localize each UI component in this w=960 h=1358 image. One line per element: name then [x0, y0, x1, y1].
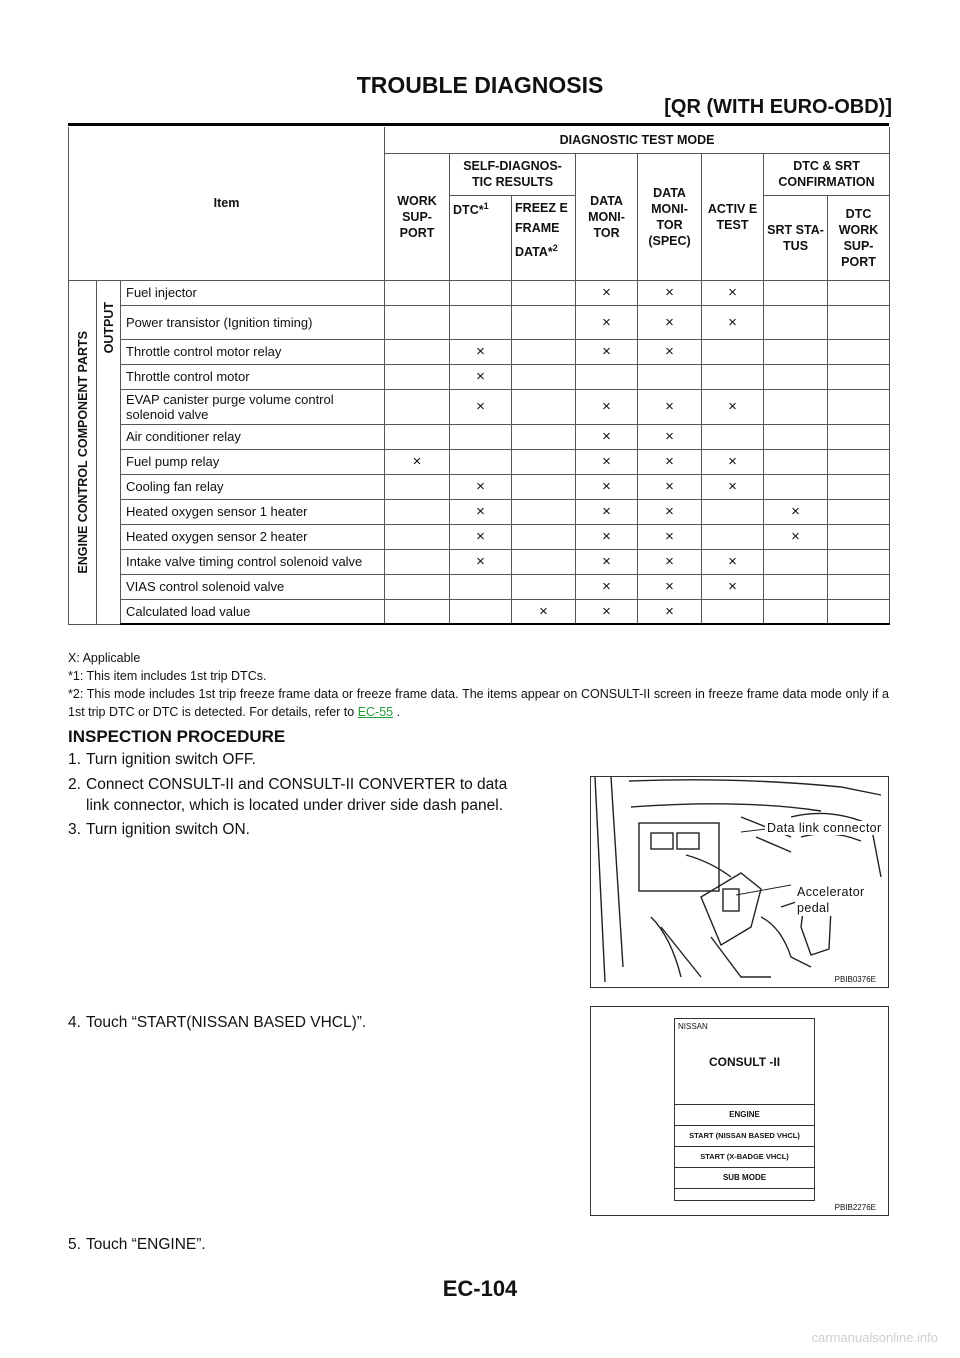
menu-sub-mode-button[interactable]: SUB MODE [675, 1168, 814, 1189]
accelerator-pedal-label: Accelerator pedal [797, 885, 865, 915]
table-row [69, 474, 890, 499]
header-self-diagnostic-results: SELF-DIAGNOS- TIC RESULTS [450, 153, 576, 195]
header-freeze-frame-data: FREEZ E FRAME DATA*$^2$ [512, 195, 576, 280]
row-mark-cell [385, 549, 450, 574]
table-row [69, 549, 890, 574]
subgroup-label-cell [97, 280, 121, 624]
row-item-name: Heated oxygen sensor 2 heater [121, 524, 385, 549]
page-title: TROUBLE DIAGNOSIS [356, 72, 604, 98]
row-mark-cell [512, 280, 576, 305]
row-mark-cell [828, 364, 890, 389]
row-mark-cell [385, 499, 450, 524]
row-mark-cell [828, 424, 890, 449]
row-mark-cell [512, 339, 576, 364]
row-mark-cell: × [450, 364, 512, 389]
row-mark-cell [702, 599, 764, 624]
table-row [69, 424, 890, 449]
row-mark-cell: × [576, 549, 638, 574]
row-mark-cell [828, 524, 890, 549]
row-item-name: Heated oxygen sensor 1 heater [121, 499, 385, 524]
step-3: 3. Turn ignition switch ON. [68, 821, 250, 838]
row-mark-cell: × [576, 599, 638, 624]
table-row [69, 599, 890, 624]
dash-panel-illustration [591, 777, 888, 987]
row-item-name: Intake valve timing control solenoid valve [121, 549, 385, 574]
row-mark-cell [450, 424, 512, 449]
row-mark-cell: × [576, 574, 638, 599]
menu-start-nissan-based-button[interactable]: START (NISSAN BASED VHCL) [675, 1126, 814, 1147]
figure-data-link-connector [590, 776, 889, 988]
menu-engine-button[interactable]: ENGINE [675, 1104, 814, 1126]
row-mark-cell [385, 524, 450, 549]
header-dtc: DTC*$^1$ [450, 195, 512, 280]
group-label: ENGINE CONTROL COMPONENT PARTS [75, 330, 90, 574]
row-mark-cell: × [450, 524, 512, 549]
row-mark-cell: × [638, 474, 702, 499]
row-mark-cell: × [702, 549, 764, 574]
row-mark-cell: × [576, 474, 638, 499]
page-number: EC-104 [442, 1276, 518, 1301]
row-mark-cell [828, 499, 890, 524]
row-mark-cell [702, 424, 764, 449]
row-mark-cell [450, 599, 512, 624]
row-mark-cell [764, 599, 828, 624]
note-applicable: X: Applicable [68, 651, 141, 665]
row-mark-cell [512, 389, 576, 424]
row-mark-cell: × [638, 549, 702, 574]
row-mark-cell: × [450, 549, 512, 574]
row-mark-cell [385, 474, 450, 499]
group-label-cell [69, 280, 97, 624]
row-mark-cell: × [450, 499, 512, 524]
header-rule [68, 123, 889, 126]
row-mark-cell: × [576, 424, 638, 449]
row-mark-cell: × [576, 499, 638, 524]
row-mark-cell [385, 389, 450, 424]
consult-menu [675, 1104, 814, 1189]
row-item-name: VIAS control solenoid valve [121, 574, 385, 599]
table-row [69, 574, 890, 599]
row-mark-cell [638, 364, 702, 389]
consult-title: CONSULT -II [708, 1055, 781, 1069]
row-mark-cell: × [576, 280, 638, 305]
row-mark-cell [764, 574, 828, 599]
row-item-name: Fuel injector [121, 280, 385, 305]
note-1: *1: This item includes 1st trip DTCs. [68, 669, 267, 683]
row-mark-cell: × [576, 305, 638, 339]
row-mark-cell [385, 339, 450, 364]
row-mark-cell [828, 389, 890, 424]
ec-55-link[interactable]: EC-55 [357, 705, 394, 719]
row-mark-cell: × [638, 574, 702, 599]
row-mark-cell [702, 339, 764, 364]
table-row [69, 339, 890, 364]
inspection-procedure-heading: INSPECTION PROCEDURE [68, 727, 286, 746]
row-mark-cell [764, 364, 828, 389]
row-mark-cell: × [576, 449, 638, 474]
table-row [69, 389, 890, 424]
row-mark-cell [450, 449, 512, 474]
row-mark-cell [512, 549, 576, 574]
row-mark-cell [512, 574, 576, 599]
row-mark-cell [450, 280, 512, 305]
step-5: 5. Touch “ENGINE”. [68, 1236, 206, 1253]
table-row [69, 449, 890, 474]
row-mark-cell: × [764, 499, 828, 524]
figure-2-code: PBIB2276E [834, 1203, 876, 1212]
row-mark-cell [764, 449, 828, 474]
row-mark-cell [385, 599, 450, 624]
row-mark-cell [828, 549, 890, 574]
consult-screen [674, 1018, 815, 1201]
row-mark-cell: × [576, 524, 638, 549]
row-mark-cell [764, 389, 828, 424]
row-mark-cell [828, 474, 890, 499]
row-mark-cell [385, 424, 450, 449]
site-watermark: carmanualsonline.info [811, 1330, 938, 1345]
row-mark-cell [512, 499, 576, 524]
step-4: 4. Touch “START(NISSAN BASED VHCL)”. [68, 1014, 367, 1031]
header-dtc-srt-confirmation: DTC & SRT CONFIRMATION [764, 153, 890, 195]
header-srt-status: SRT STA- TUS [764, 195, 828, 280]
data-link-connector-label: Data link connector [767, 821, 882, 835]
row-item-name: Throttle control motor relay [121, 339, 385, 364]
row-mark-cell [764, 280, 828, 305]
nissan-brand: NISSAN [678, 1022, 708, 1031]
table-row [69, 499, 890, 524]
row-mark-cell: × [638, 339, 702, 364]
row-mark-cell [702, 364, 764, 389]
row-mark-cell [450, 574, 512, 599]
figure-consult-screen [590, 1006, 889, 1216]
row-mark-cell [385, 280, 450, 305]
header-data-monitor: DATA MONI- TOR [576, 153, 638, 280]
row-mark-cell [512, 524, 576, 549]
row-mark-cell: × [638, 449, 702, 474]
row-mark-cell: × [702, 305, 764, 339]
step-2: 2. Connect CONSULT-II and CONSULT-II CONVERTER to data link connector, which is located under driver side dash panel. [68, 776, 508, 814]
table-row [69, 305, 890, 339]
header-dtc-work-support: DTC WORK SUP- PORT [828, 195, 890, 280]
diagnostic-test-mode-table [68, 127, 890, 625]
row-mark-cell: × [638, 524, 702, 549]
row-item-name: Fuel pump relay [121, 449, 385, 474]
header-diagnostic-test-mode: DIAGNOSTIC TEST MODE [385, 127, 890, 153]
table-row [69, 524, 890, 549]
row-mark-cell: × [638, 599, 702, 624]
row-mark-cell [702, 499, 764, 524]
row-mark-cell [828, 280, 890, 305]
subgroup-label: OUTPUT [101, 302, 116, 354]
table-notes [68, 649, 889, 721]
row-mark-cell [764, 339, 828, 364]
row-item-name: Calculated load value [121, 599, 385, 624]
row-mark-cell: × [702, 449, 764, 474]
row-mark-cell: × [638, 499, 702, 524]
header-work-support: WORK SUP- PORT [385, 153, 450, 280]
row-mark-cell: × [638, 305, 702, 339]
row-mark-cell [828, 599, 890, 624]
row-mark-cell [385, 305, 450, 339]
row-mark-cell: × [702, 474, 764, 499]
row-mark-cell: × [450, 474, 512, 499]
row-mark-cell: × [638, 389, 702, 424]
row-mark-cell: × [450, 339, 512, 364]
row-mark-cell [512, 424, 576, 449]
row-item-name: Power transistor (Ignition timing) [121, 305, 385, 339]
row-mark-cell [385, 574, 450, 599]
row-mark-cell [828, 339, 890, 364]
table-row [69, 364, 890, 389]
row-mark-cell: × [576, 389, 638, 424]
row-mark-cell [385, 364, 450, 389]
table-row [69, 280, 890, 305]
row-mark-cell: × [638, 424, 702, 449]
row-mark-cell [828, 305, 890, 339]
figure-1-code: PBIB0376E [834, 975, 876, 984]
row-item-name: Air conditioner relay [121, 424, 385, 449]
header-active-test: ACTIV E TEST [702, 153, 764, 280]
row-mark-cell [702, 524, 764, 549]
row-mark-cell: × [702, 389, 764, 424]
header-data-monitor-spec: DATA MONI- TOR (SPEC) [638, 153, 702, 280]
row-mark-cell: × [512, 599, 576, 624]
page-subtitle: [QR (WITH EURO-OBD)] [664, 96, 892, 118]
row-mark-cell [512, 449, 576, 474]
row-mark-cell: × [576, 339, 638, 364]
row-mark-cell: × [638, 280, 702, 305]
row-mark-cell: × [702, 574, 764, 599]
row-mark-cell: × [764, 524, 828, 549]
row-mark-cell [576, 364, 638, 389]
diagnostic-table-body [69, 280, 890, 624]
menu-start-x-badge-button[interactable]: START (X-BADGE VHCL) [675, 1147, 814, 1168]
row-item-name: Cooling fan relay [121, 474, 385, 499]
row-mark-cell [764, 424, 828, 449]
row-mark-cell [512, 305, 576, 339]
row-item-name: Throttle control motor [121, 364, 385, 389]
header-item: Item [69, 127, 385, 280]
row-mark-cell [828, 574, 890, 599]
step-1: 1. Turn ignition switch OFF. [68, 751, 256, 768]
note-2: *2: This mode includes 1st trip freeze frame data or freeze frame data. The items appear on CONSULT-II screen in freeze frame data mode only if a 1st trip DTC or DTC is detected. For details, refer to EC-55 . [68, 687, 889, 719]
row-mark-cell: × [385, 449, 450, 474]
row-mark-cell [764, 474, 828, 499]
row-mark-cell: × [702, 280, 764, 305]
row-mark-cell [828, 449, 890, 474]
row-item-name: EVAP canister purge volume control solenoid valve [121, 389, 385, 424]
row-mark-cell [512, 474, 576, 499]
row-mark-cell [512, 364, 576, 389]
row-mark-cell: × [450, 389, 512, 424]
row-mark-cell [764, 549, 828, 574]
row-mark-cell [450, 305, 512, 339]
row-mark-cell [764, 305, 828, 339]
